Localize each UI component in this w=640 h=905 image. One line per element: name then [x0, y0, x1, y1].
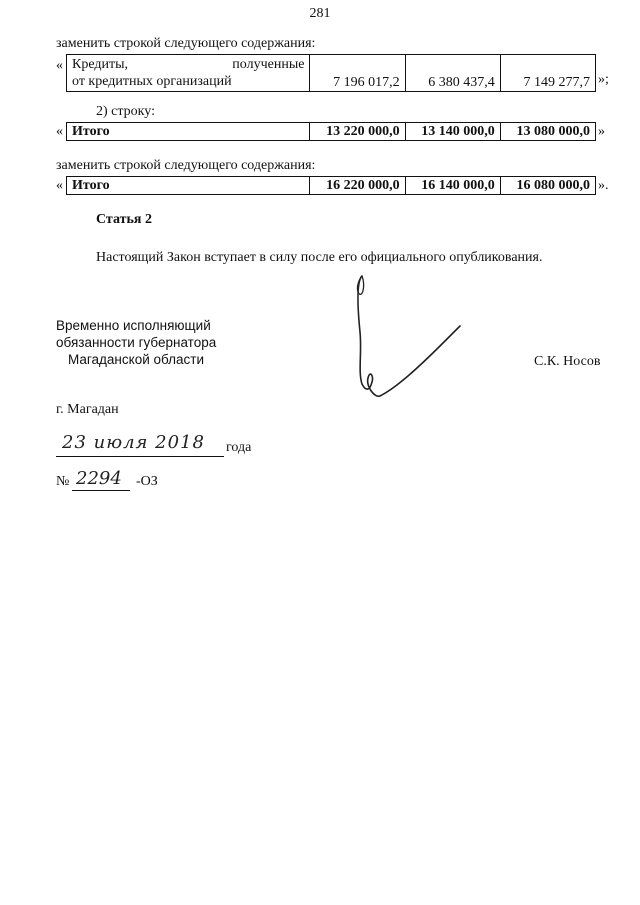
close-quote-credits: »; — [598, 72, 609, 87]
signatory-title-line2: обязанности губернатора — [56, 335, 217, 350]
credits-row-table — [66, 54, 596, 92]
close-quote-total-old: » — [598, 124, 605, 139]
table-row — [67, 55, 596, 92]
replace-instruction-1: заменить строкой следующего содержания: — [56, 36, 316, 51]
total-old-row-table — [66, 122, 596, 141]
date-handwritten: 23 июля 2018 — [62, 432, 205, 453]
credits-value-2: 6 380 437,4 — [405, 55, 500, 92]
credits-label-part2: полученные — [232, 57, 305, 72]
total-old-value-1: 13 220 000,0 — [310, 123, 405, 141]
credits-label-part1: Кредиты, — [72, 57, 129, 72]
total-new-value-2: 16 140 000,0 — [405, 177, 500, 195]
replace-instruction-2: заменить строкой следующего содержания: — [56, 158, 316, 173]
total-old-label: Итого — [67, 123, 310, 141]
credits-label-cell — [67, 55, 310, 92]
total-old-value-2: 13 140 000,0 — [405, 123, 500, 141]
city-label: г. Магадан — [56, 402, 119, 417]
date-suffix: года — [226, 440, 252, 455]
table-row — [67, 177, 596, 195]
total-new-row-table — [66, 176, 596, 195]
signature-icon — [340, 272, 470, 412]
signatory-title-line1: Временно исполняющий — [56, 318, 211, 333]
total-new-value-1: 16 220 000,0 — [310, 177, 405, 195]
open-quote-total-old: « — [56, 124, 63, 139]
total-new-label: Итого — [67, 177, 310, 195]
number-sign: № — [56, 474, 70, 489]
open-quote-credits: « — [56, 58, 63, 73]
close-quote-total-new: ». — [598, 178, 609, 193]
credits-value-1: 7 196 017,2 — [310, 55, 405, 92]
table-row — [67, 123, 596, 141]
article-text: Настоящий Закон вступает в силу после его официального опубликования. — [96, 250, 543, 265]
law-number-suffix: -ОЗ — [136, 474, 158, 489]
open-quote-total-new: « — [56, 178, 63, 193]
credits-value-3: 7 149 277,7 — [500, 55, 595, 92]
credits-label-line2: от кредитных организаций — [72, 74, 232, 89]
total-old-value-3: 13 080 000,0 — [500, 123, 595, 141]
item-2-label: 2) строку: — [96, 104, 155, 119]
page-number: 281 — [309, 6, 331, 21]
law-number-handwritten: 2294 — [76, 468, 122, 489]
total-new-value-3: 16 080 000,0 — [500, 177, 595, 195]
signatory-name: С.К. Носов — [534, 354, 601, 369]
article-heading: Статья 2 — [96, 212, 152, 227]
signatory-title-line3: Магаданской области — [68, 352, 204, 367]
